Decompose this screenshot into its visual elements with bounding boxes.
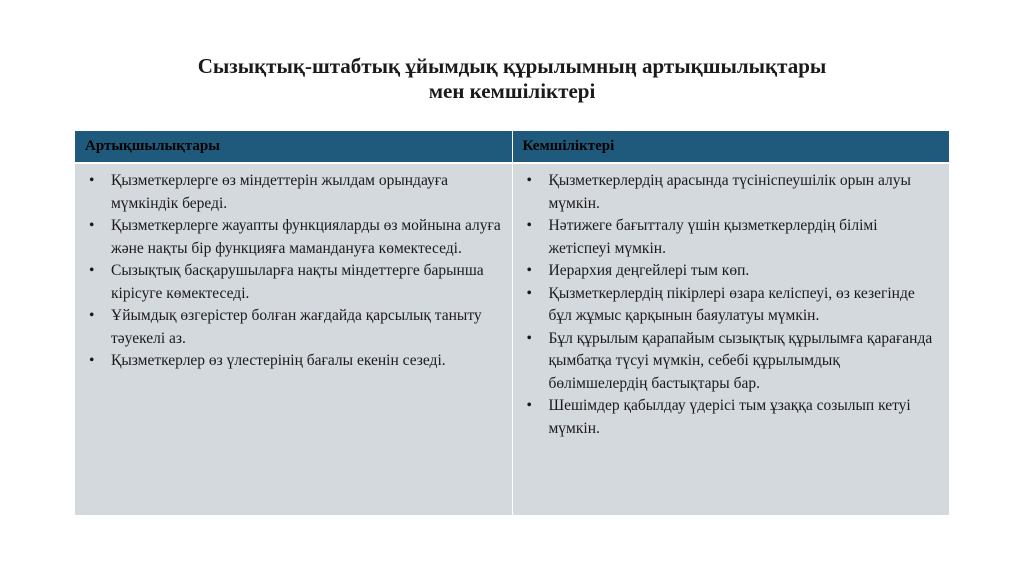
- list-item: • Қызметкерлердің арасында түсініспеушілік орын алуы мүмкін.: [549, 170, 940, 215]
- header-advantages: Артықшылықтары: [75, 131, 512, 163]
- list-item: • Нәтижеге бағытталу үшін қызметкерлердің білімі жетіспеуі мүмкін.: [549, 215, 940, 260]
- list-item: • Ұйымдық өзгерістер болған жағдайда қарсылық таныту тәуекелі аз.: [111, 305, 502, 350]
- list-item: • Иерархия деңгейлері тым көп.: [549, 260, 940, 283]
- list-item: • Қызметкерлер өз үлестерінің бағалы екенін сезеді.: [111, 350, 502, 373]
- advantages-cell: [75, 163, 512, 515]
- header-disadvantages: Кемшіліктері: [512, 131, 949, 163]
- disadvantages-cell: [512, 163, 949, 515]
- slide-title: [0, 54, 1024, 104]
- title-line-1: Сызықтық-штабтық ұйымдық құрылымның артықшылықтары: [197, 54, 827, 78]
- list-item: • Қызметкерлердің пікірлері өзара келіспеуі, өз кезегінде бұл жұмыс қарқынын баяулатуы мүмкін.: [549, 283, 940, 328]
- list-item: • Шешімдер қабылдау үдерісі тым ұзаққа созылып кетуі мүмкін.: [549, 395, 940, 440]
- table-header-row: [75, 131, 949, 163]
- list-item: • Қызметкерлерге жауапты функцияларды өз мойнына алуға және нақты бір функцияға мамандануға көмектеседі.: [111, 215, 502, 260]
- list-item: • Бұл құрылым қарапайым сызықтық құрылымға қарағанда қымбатқа түсуі мүмкін, себебі құрылымдық бөлімшелердің бастықтары бар.: [549, 328, 940, 396]
- title-line-2: мен кемшіліктері: [428, 79, 596, 103]
- disadvantages-list: [523, 170, 940, 440]
- comparison-table: [75, 131, 949, 515]
- table-body-row: [75, 163, 949, 515]
- list-item: • Сызықтық басқарушыларға нақты міндеттерге барынша кірісуге көмектеседі.: [111, 260, 502, 305]
- advantages-list: [85, 170, 502, 373]
- list-item: • Қызметкерлерге өз міндеттерін жылдам орындауға мүмкіндік береді.: [111, 170, 502, 215]
